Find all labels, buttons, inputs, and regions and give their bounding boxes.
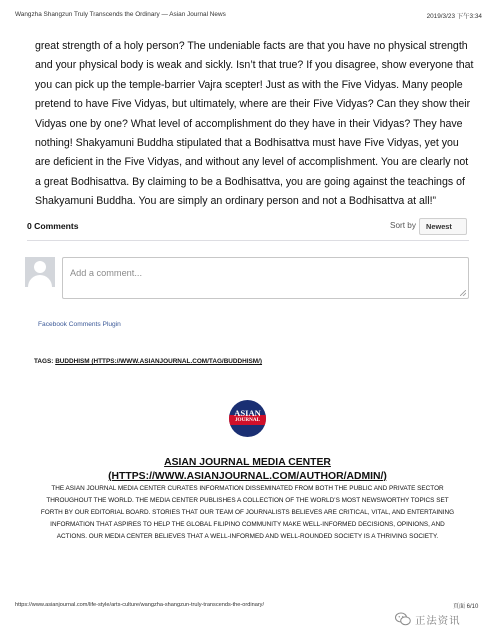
- tag-link-buddhism[interactable]: BUDDHISM (HTTPS://WWW.ASIANJOURNAL.COM/TAG/BUDDHISM/): [55, 358, 263, 365]
- comment-input-placeholder: Add a comment...: [70, 268, 143, 278]
- sort-by-label: Sort by: [390, 221, 416, 230]
- comments-count: 0 Comments: [27, 221, 79, 231]
- watermark-text: 正法资讯: [415, 614, 461, 627]
- comment-input[interactable]: [62, 257, 469, 299]
- print-page-number: 頁面 6/10: [453, 604, 479, 610]
- article-body-text: great strength of a holy person? The undeniable facts are that you have no physical strength and your physical body is weak and sickly. Isn’t that true? If you disagree, show everyone that you can pick up the temple-barrier Vajra scepter! Just as with the Five Vidyas. Many people pretend to have Five Vidyas, but ultimately, where are their Five Vidyas? Can they show their Vidyas one by one? What level of accomplishment do they have in their Vidyas? They have nothing! Shakyamuni Buddha stipulated that a Bodhisattva must have Five Vidyas, yet you are deficient in the Five Vidyas, and without any level of accomplishment. You are clearly not a great Bodhisattva. By claiming to be a Bodhisattva, you are going against the teachings of Shakyamuni Buddha. You are simply an ordinary person and not a Bodhisattva at all!”: [35, 40, 474, 208]
- logo-text-line2: JOURNAL: [234, 417, 261, 423]
- sort-select[interactable]: Newest: [419, 218, 467, 235]
- wechat-icon: [395, 612, 411, 626]
- author-url: (HTTPS://WWW.ASIANJOURNAL.COM/AUTHOR/ADMIN/): [108, 470, 387, 482]
- avatar-shoulders-shape: [28, 275, 52, 287]
- avatar-head-shape: [34, 261, 46, 273]
- facebook-comments-plugin-link[interactable]: Facebook Comments Plugin: [38, 321, 121, 328]
- author-name-link[interactable]: [0, 456, 495, 483]
- watermark: [395, 611, 461, 627]
- resize-handle-icon[interactable]: [460, 290, 466, 296]
- author-name: ASIAN JOURNAL MEDIA CENTER: [164, 457, 331, 468]
- comments-divider: [27, 240, 469, 241]
- print-header-datetime: 2019/3/23 下午3:34: [426, 13, 482, 20]
- author-description: THE ASIAN JOURNAL MEDIA CENTER CURATES INFORMATION DISSEMINATED FROM BOTH THE PUBLIC AND PRIVATE SECTOR THROUGHOUT THE WORLD. THE MEDIA CENTER PUBLISHES A COLLECTION OF THE WORLD’S MOST NEWSWORTHY TOPICS SET FORTH BY OUR EDITORIAL BOARD. STORIES THAT OUR TEAM OF JOURNALISTS BELIEVES ARE CRITICAL, VITAL, AND ENTERTAINING INFORMATION THAT ASPIRES TO HELP THE GLOBAL FILIPINO COMMUNITY MAKE WELL-INFORMED DECISIONS, OPINIONS, AND ACTIONS. OUR MEDIA CENTER BELIEVES THAT A WELL-INFORMED AND WELL-ROUNDED SOCIETY IS A THRIVING SOCIETY.: [40, 485, 455, 541]
- logo-text-line1: ASIAN: [234, 408, 261, 418]
- print-footer-url: https://www.asianjournal.com/life-style/arts-culture/wangzha-shangzun-truly-transcends-the-ordinary/: [15, 602, 265, 608]
- avatar: [25, 257, 55, 287]
- tags-line: [34, 358, 262, 365]
- asian-journal-logo: [229, 400, 266, 437]
- print-header-title: Wangzha Shangzun Truly Transcends the Ordinary — Asian Journal News: [15, 11, 226, 18]
- tags-label: TAGS:: [34, 358, 54, 365]
